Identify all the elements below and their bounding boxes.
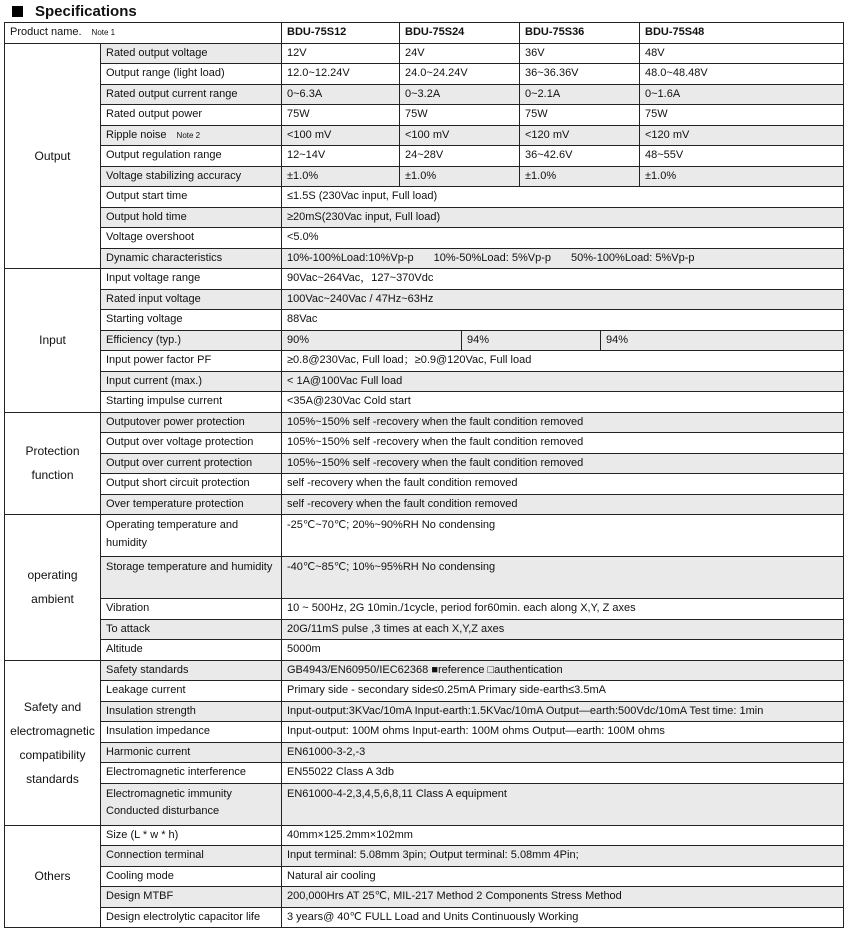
table-row bbox=[5, 515, 844, 557]
spec-value: 36~36.36V bbox=[520, 64, 640, 85]
header-row bbox=[5, 23, 844, 44]
spec-label: Input current (max.) bbox=[101, 371, 282, 392]
spec-label: Output over current protection bbox=[101, 453, 282, 474]
table-row bbox=[5, 330, 844, 351]
category-protection: Protection function bbox=[5, 412, 101, 515]
spec-value: 36~42.6V bbox=[520, 146, 640, 167]
table-row bbox=[5, 846, 844, 867]
spec-label: Voltage overshoot bbox=[101, 228, 282, 249]
table-row bbox=[5, 351, 844, 372]
spec-value: EN55022 Class A 3db bbox=[282, 763, 844, 784]
table-row bbox=[5, 722, 844, 743]
spec-value: self -recovery when the fault condition removed bbox=[282, 474, 844, 495]
spec-label: Input voltage range bbox=[101, 269, 282, 290]
spec-value: 105%~150% self -recovery when the fault condition removed bbox=[282, 433, 844, 454]
model-header: BDU-75S12 bbox=[282, 23, 400, 44]
spec-value: -40℃~85℃; 10%~95%RH No condensing bbox=[282, 557, 844, 599]
spec-value: 3 years@ 40℃ FULL Load and Units Continuously Working bbox=[282, 907, 844, 928]
spec-value: Input-output:3KVac/10mA Input-earth:1.5KVac/10mA Output—earth:500Vdc/10mA Test time: 1min bbox=[282, 701, 844, 722]
spec-value: 36V bbox=[520, 43, 640, 64]
table-row bbox=[5, 84, 844, 105]
spec-label: Output over voltage protection bbox=[101, 433, 282, 454]
spec-label: Over temperature protection bbox=[101, 494, 282, 515]
category-ambient: operating ambient bbox=[5, 515, 101, 661]
table-row bbox=[5, 105, 844, 126]
spec-label: Insulation strength bbox=[101, 701, 282, 722]
spec-label: Rated input voltage bbox=[101, 289, 282, 310]
spec-value: 20G/11mS pulse ,3 times at each X,Y,Z axes bbox=[282, 619, 844, 640]
spec-value: 24~28V bbox=[400, 146, 520, 167]
spec-label: Output short circuit protection bbox=[101, 474, 282, 495]
table-row bbox=[5, 207, 844, 228]
spec-value: GB4943/EN60950/IEC62368 ■reference □authentication bbox=[282, 660, 844, 681]
table-row bbox=[5, 599, 844, 620]
spec-value: EN61000-4-2,3,4,5,6,8,11 Class A equipment bbox=[282, 783, 844, 825]
table-row bbox=[5, 474, 844, 495]
table-row bbox=[5, 494, 844, 515]
spec-value: 94% bbox=[601, 330, 844, 351]
spec-label: Starting voltage bbox=[101, 310, 282, 331]
table-row bbox=[5, 43, 844, 64]
table-row bbox=[5, 166, 844, 187]
spec-value: 75W bbox=[400, 105, 520, 126]
spec-value: 0~6.3A bbox=[282, 84, 400, 105]
spec-label: Electromagnetic interference bbox=[101, 763, 282, 784]
table-row bbox=[5, 146, 844, 167]
model-header: BDU-75S24 bbox=[400, 23, 520, 44]
category-output: Output bbox=[5, 43, 101, 269]
table-row bbox=[5, 660, 844, 681]
spec-value: ±1.0% bbox=[520, 166, 640, 187]
table-row bbox=[5, 619, 844, 640]
spec-value: 12~14V bbox=[282, 146, 400, 167]
specifications-table bbox=[4, 22, 844, 928]
spec-label: Efficiency (typ.) bbox=[101, 330, 282, 351]
spec-value: 75W bbox=[282, 105, 400, 126]
spec-value: 10 ~ 500Hz, 2G 10min./1cycle, period for60min. each along X,Y, Z axes bbox=[282, 599, 844, 620]
spec-label: Cooling mode bbox=[101, 866, 282, 887]
table-row bbox=[5, 701, 844, 722]
table-row bbox=[5, 125, 844, 146]
section-title: Specifications bbox=[35, 2, 137, 20]
spec-value: 0~1.6A bbox=[640, 84, 844, 105]
table-row bbox=[5, 269, 844, 290]
table-row bbox=[5, 433, 844, 454]
table-row bbox=[5, 866, 844, 887]
spec-value: ±1.0% bbox=[282, 166, 400, 187]
spec-label: Output regulation range bbox=[101, 146, 282, 167]
spec-label: Storage temperature and humidity bbox=[101, 557, 282, 599]
spec-value: 75W bbox=[640, 105, 844, 126]
table-row bbox=[5, 289, 844, 310]
table-row bbox=[5, 763, 844, 784]
table-row bbox=[5, 228, 844, 249]
spec-value: <100 mV bbox=[282, 125, 400, 146]
table-row bbox=[5, 453, 844, 474]
spec-label: Operating temperature and humidity bbox=[101, 515, 282, 557]
spec-label: Output range (light load) bbox=[101, 64, 282, 85]
table-row bbox=[5, 64, 844, 85]
spec-label: Safety standards bbox=[101, 660, 282, 681]
spec-label: Output start time bbox=[101, 187, 282, 208]
spec-value: 5000m bbox=[282, 640, 844, 661]
spec-value: 88Vac bbox=[282, 310, 844, 331]
spec-value: ≤1.5S (230Vac input, Full load) bbox=[282, 187, 844, 208]
spec-label: Rated output current range bbox=[101, 84, 282, 105]
spec-label: Dynamic characteristics bbox=[101, 248, 282, 269]
spec-label: Outputover power protection bbox=[101, 412, 282, 433]
square-bullet-icon bbox=[12, 6, 23, 17]
spec-value: ≥0.8@230Vac, Full load；≥0.9@120Vac, Full load bbox=[282, 351, 844, 372]
spec-label: Electromagnetic immunity Conducted disturbance bbox=[101, 783, 282, 825]
table-row bbox=[5, 392, 844, 413]
table-row bbox=[5, 187, 844, 208]
model-header: BDU-75S48 bbox=[640, 23, 844, 44]
spec-label: Starting impulse current bbox=[101, 392, 282, 413]
spec-label: To attack bbox=[101, 619, 282, 640]
spec-label: Design MTBF bbox=[101, 887, 282, 908]
spec-value: 105%~150% self -recovery when the fault condition removed bbox=[282, 453, 844, 474]
spec-value: 12V bbox=[282, 43, 400, 64]
spec-label: Vibration bbox=[101, 599, 282, 620]
table-row bbox=[5, 248, 844, 269]
spec-value: 12.0~12.24V bbox=[282, 64, 400, 85]
table-row bbox=[5, 681, 844, 702]
spec-value: 94% bbox=[462, 330, 601, 351]
spec-value: self -recovery when the fault condition removed bbox=[282, 494, 844, 515]
spec-label: Design electrolytic capacitor life bbox=[101, 907, 282, 928]
spec-value: 200,000Hrs AT 25℃, MIL-217 Method 2 Components Stress Method bbox=[282, 887, 844, 908]
spec-value: Natural air cooling bbox=[282, 866, 844, 887]
spec-value: 0~3.2A bbox=[400, 84, 520, 105]
spec-value: Input terminal: 5.08mm 3pin; Output terminal: 5.08mm 4Pin; bbox=[282, 846, 844, 867]
spec-label: Harmonic current bbox=[101, 742, 282, 763]
table-row bbox=[5, 887, 844, 908]
table-row bbox=[5, 907, 844, 928]
spec-value: <100 mV bbox=[400, 125, 520, 146]
spec-value: 40mm×125.2mm×102mm bbox=[282, 825, 844, 846]
product-name-header: Product name. Note 1 bbox=[5, 23, 282, 44]
model-header: BDU-75S36 bbox=[520, 23, 640, 44]
spec-label: Ripple noise Note 2 bbox=[101, 125, 282, 146]
spec-value: <120 mV bbox=[640, 125, 844, 146]
table-row bbox=[5, 783, 844, 825]
table-row bbox=[5, 640, 844, 661]
spec-value: <5.0% bbox=[282, 228, 844, 249]
spec-label: Input power factor PF bbox=[101, 351, 282, 372]
spec-value: <35A@230Vac Cold start bbox=[282, 392, 844, 413]
spec-label: Rated output power bbox=[101, 105, 282, 126]
spec-value: 10%-100%Load:10%Vp-p 10%-50%Load: 5%Vp-p 50%-100%Load: 5%Vp-p bbox=[282, 248, 844, 269]
spec-value: Primary side - secondary side≤0.25mA Primary side-earth≤3.5mA bbox=[282, 681, 844, 702]
table-row bbox=[5, 557, 844, 599]
spec-value: 75W bbox=[520, 105, 640, 126]
spec-value: EN61000-3-2,-3 bbox=[282, 742, 844, 763]
table-row bbox=[5, 310, 844, 331]
spec-label: Voltage stabilizing accuracy bbox=[101, 166, 282, 187]
spec-value: -25℃~70℃; 20%~90%RH No condensing bbox=[282, 515, 844, 557]
category-safety: Safety and electromagnetic compatibility standards bbox=[5, 660, 101, 825]
spec-value: 100Vac~240Vac / 47Hz~63Hz bbox=[282, 289, 844, 310]
spec-value: 24V bbox=[400, 43, 520, 64]
section-heading bbox=[0, 0, 846, 22]
spec-value: 0~2.1A bbox=[520, 84, 640, 105]
spec-label: Insulation impedance bbox=[101, 722, 282, 743]
spec-value: 24.0~24.24V bbox=[400, 64, 520, 85]
spec-value: 48.0~48.48V bbox=[640, 64, 844, 85]
spec-label: Altitude bbox=[101, 640, 282, 661]
spec-value: Input-output: 100M ohms Input-earth: 100M ohms Output—earth: 100M ohms bbox=[282, 722, 844, 743]
spec-label: Size (L * w * h) bbox=[101, 825, 282, 846]
spec-label: Connection terminal bbox=[101, 846, 282, 867]
category-input: Input bbox=[5, 269, 101, 413]
spec-value: <120 mV bbox=[520, 125, 640, 146]
spec-value: 90Vac~264Vac，127~370Vdc bbox=[282, 269, 844, 290]
spec-value: 90% bbox=[282, 330, 462, 351]
spec-value: 48~55V bbox=[640, 146, 844, 167]
spec-value: ±1.0% bbox=[640, 166, 844, 187]
table-row bbox=[5, 412, 844, 433]
table-row bbox=[5, 742, 844, 763]
spec-value: < 1A@100Vac Full load bbox=[282, 371, 844, 392]
spec-label: Output hold time bbox=[101, 207, 282, 228]
category-others: Others bbox=[5, 825, 101, 928]
spec-label: Leakage current bbox=[101, 681, 282, 702]
spec-value: ≥20mS(230Vac input, Full load) bbox=[282, 207, 844, 228]
table-row bbox=[5, 825, 844, 846]
spec-label: Rated output voltage bbox=[101, 43, 282, 64]
spec-value: ±1.0% bbox=[400, 166, 520, 187]
spec-value: 105%~150% self -recovery when the fault condition removed bbox=[282, 412, 844, 433]
table-row bbox=[5, 371, 844, 392]
spec-value: 48V bbox=[640, 43, 844, 64]
